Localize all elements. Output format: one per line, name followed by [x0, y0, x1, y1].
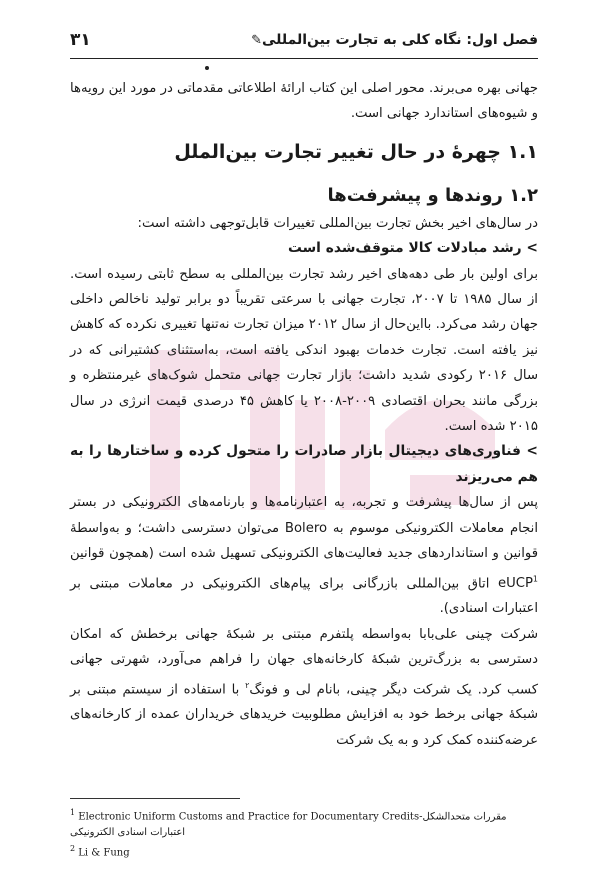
pen-icon: ✎ — [251, 33, 263, 48]
bullet-heading-2: > فناوری‌های دیجیتال بازار صادرات را متحول کرده و ساختارها را به هم می‌ریزند — [70, 443, 538, 485]
footnote-ref-1: 1 — [532, 574, 538, 584]
subsection-heading: ۱.۲ روندها و پیشرفت‌ها — [327, 184, 538, 206]
footnote-1: $^1$ Electronic Uniform Customs and Practice for Documentary Credits-مقررات متحدالشکل اعتبارات اسنادی الکترونیکی — [70, 808, 507, 839]
page-number: ۳۱ — [70, 30, 91, 50]
paragraph-digital: پس از سال‌ها پیشرفت و تجربه، به اعتبارنامه‌ها و بارنامه‌های الکترونیکی در بستر انجام معاملات الکترونیکی موسوم به Bolero می‌توان دسترسی داشت؛ و به‌واسطهٔ قوانین و استانداردهای جدید فعالیت‌های الکترونیکی تسهیل شده است (همچون قوانین eUCP$^1$ اتاق بین‌المللی بازرگانی برای پیام‌های الکترونیکی در معاملات مبتنی بر اعتبارات اسنادی). — [70, 495, 538, 617]
footnote-2: $^2$ Li & Fung — [70, 844, 130, 859]
paragraph-trade-growth: برای اولین بار طی دهه‌های اخیر رشد تجارت بین‌المللی به سطح ثابتی رسیده است. از سال ۱۹۸۵ تا ۲۰۰۷، تجارت جهانی با سرعتی تقریباً دو برابر تولید ناخالص داخلی جهان رشد می‌کرد. بااین‌حال از سال ۲۰۱۲ میزان تجارت نه‌تنها تغییری نکرده که کاهش نیز یافته است. تجارت خدمات بهبود اندکی یافته است، به‌استثنای کشتیرانی که در سال ۲۰۱۶ رکودی شدید داشت؛ بازار تجارت جهانی متحمل شوک‌های غیرمنتظره و بزرگی مانند بحران اقتصادی ۲۰۰۹-۲۰۰۸ یا کاهش ۴۵ درصدی قیمت انرژی در سال ۲۰۱۵ شده است. — [70, 266, 538, 435]
footnote-ref-2: ۲ — [245, 680, 250, 690]
section-heading: ۱.۱ چهرهٔ در حال تغییر تجارت بین‌الملل — [174, 140, 538, 163]
running-header — [70, 28, 538, 59]
paragraph-alibaba: شرکت چینی علی‌بابا به‌واسطه پلتفرم مبتنی بر شبکهٔ جهانی برخطش که امکان دسترسی به بزرگ‌ترین شبکهٔ کارخانه‌های جهان را فراهم می‌آورد، شهرتی جهانی کسب کرد. یک شرکت دیگر چینی، بانام لی و فونگ$^۲$ با استفاده از سیستم مبتنی بر شبکهٔ جهانی برخط خود به افزایش مطلوبیت خریدهای خریداران عمده از کارخانه‌های عرضه‌کننده کمک کرد و به یک شرکت — [70, 626, 538, 748]
intro-paragraph: جهانی بهره می‌برند. محور اصلی این کتاب ارائهٔ اطلاعاتی مقدماتی در مورد این رویه‌ها و شیوه‌های استاندارد جهانی است. — [70, 81, 538, 122]
subsection-intro: در سال‌های اخیر بخش تجارت بین‌المللی تغییرات قابل‌توجهی داشته است: — [137, 215, 538, 231]
bullet-heading-1: > رشد مبادلات کالا متوقف‌شده است — [288, 240, 538, 257]
footnote-rule — [70, 798, 240, 799]
main-text — [70, 76, 538, 753]
footnotes — [70, 798, 538, 862]
chapter-title: فصل اول: نگاه کلی به تجارت بین‌المللی✎ — [251, 32, 538, 48]
ink-dot — [205, 66, 209, 70]
eucp-term: eUCP$^1$ — [497, 574, 538, 591]
